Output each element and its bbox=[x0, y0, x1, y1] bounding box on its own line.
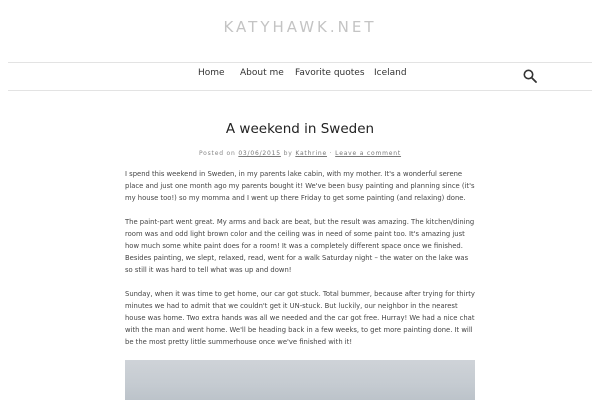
main-navigation bbox=[0, 68, 600, 84]
nav-item-about-me[interactable]: About me bbox=[240, 68, 284, 78]
nav-item-favorite-quotes[interactable]: Favorite quotes bbox=[295, 68, 365, 78]
leave-comment-link[interactable]: Leave a comment bbox=[335, 150, 402, 157]
site-title[interactable]: KATYHAWK.NET bbox=[223, 18, 377, 36]
post-paragraph: I spend this weekend in Sweden, in my parents lake cabin, with my mother. It's a wonderful serene place and just one month ago my parents bought it! We've been busy painting and planning since (it's my house too!) so my momma and I went up there Friday to get some painting (and relaxing) done. bbox=[125, 170, 475, 202]
search-icon[interactable] bbox=[523, 68, 537, 82]
nav-bottom-divider bbox=[8, 90, 592, 91]
nav-top-divider bbox=[8, 62, 592, 63]
nav-item-iceland[interactable]: Iceland bbox=[374, 68, 407, 78]
meta-separator: · bbox=[329, 150, 333, 157]
post-date-link[interactable]: 03/06/2015 bbox=[238, 150, 281, 157]
author-link[interactable]: Kathrine bbox=[295, 150, 328, 157]
post-meta bbox=[0, 150, 600, 157]
post-title: A weekend in Sweden bbox=[225, 121, 375, 137]
by-label: by bbox=[283, 150, 293, 157]
posted-on-label: Posted on bbox=[198, 150, 236, 157]
post-paragraph: Sunday, when it was time to get home, our car got stuck. Total bummer, because after trying for thirty minutes we had to admit that we couldn't get it UN-stuck. But luckily, our neighbor in the nearest house was home. Two extra hands was all we needed and the car got free. Hurray! We had a nice chat with the man and went home. We'll be heading back in a few weeks, to get more painting done. It will be the most pretty little summerhouse once we've finished with it! bbox=[125, 290, 475, 346]
post-paragraph: The paint-part went great. My arms and back are beat, but the result was amazing. The kitchen/dining room was and odd light brown color and the ceiling was in need of some paint too. It's amazing just how much some white paint does for a room! It was a completely different space once we finished. Besides painting, we slept, relaxed, read, went for a walk Saturday night – the water on the lake was so still it was hard to tell what was up and down! bbox=[125, 218, 475, 274]
post-content bbox=[125, 168, 477, 360]
nav-item-home[interactable]: Home bbox=[198, 68, 225, 78]
post-photo bbox=[125, 360, 475, 400]
